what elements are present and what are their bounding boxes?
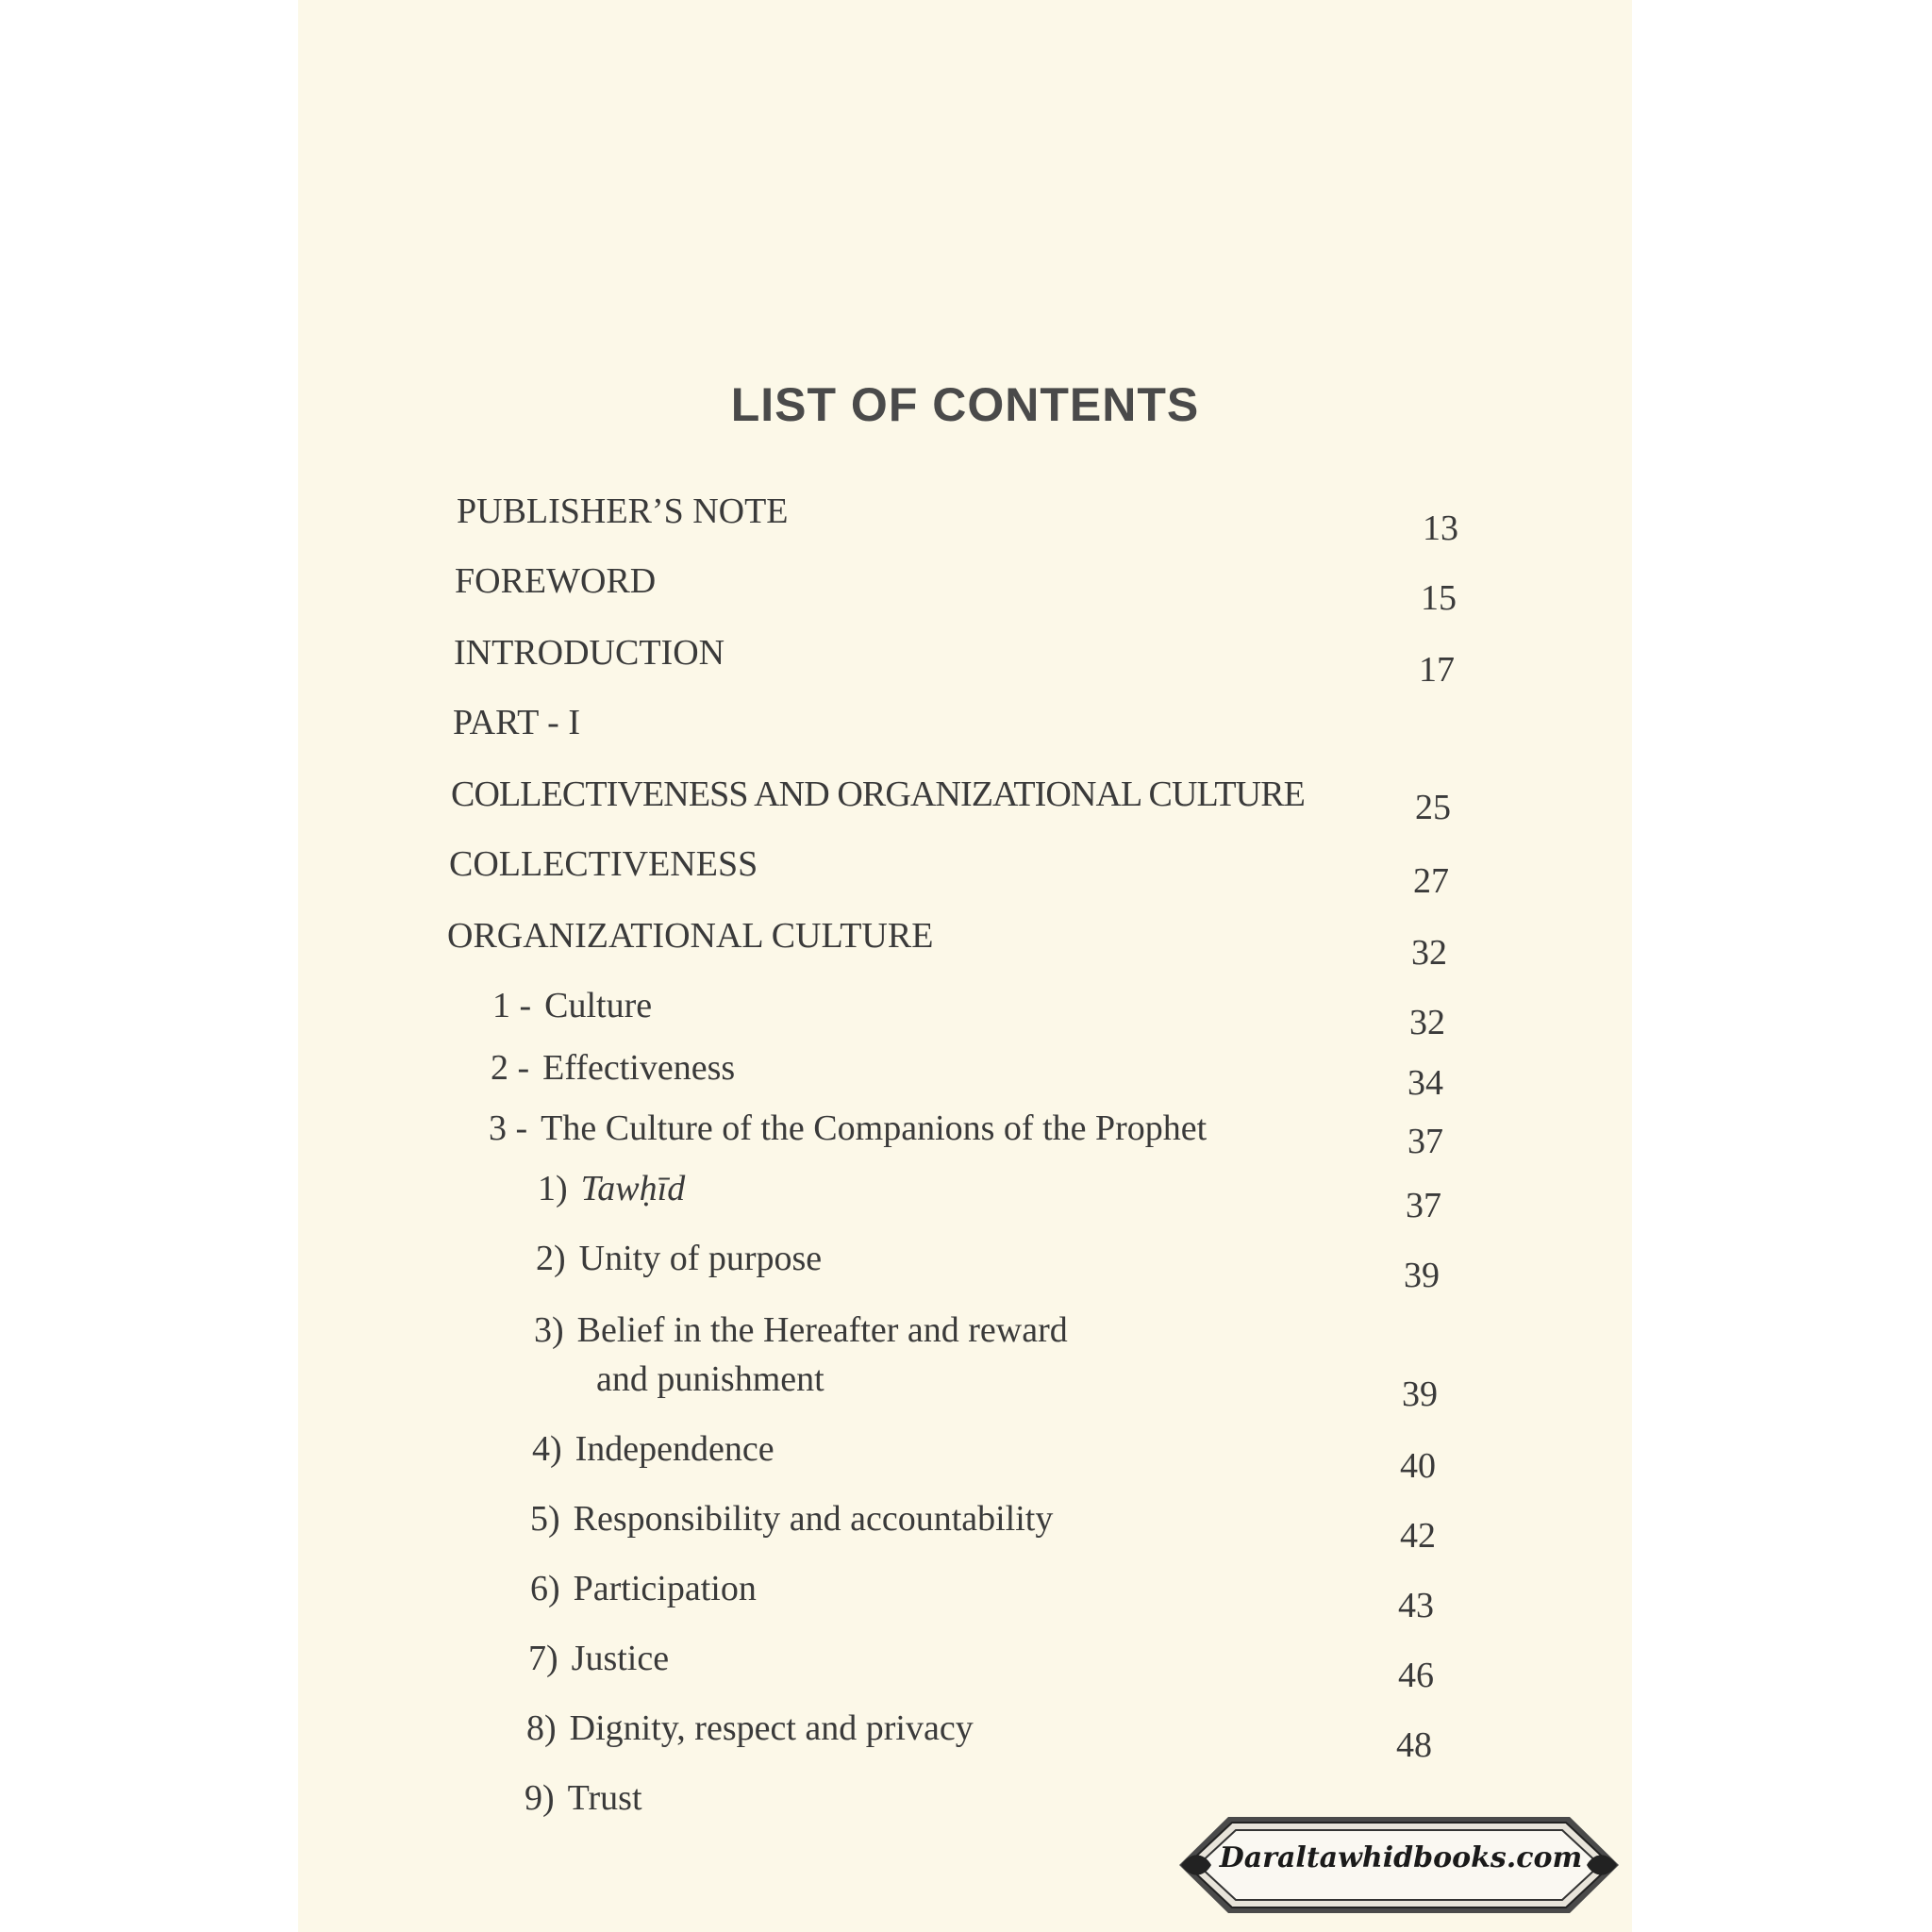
toc-entry-collectiveness	[298, 843, 1632, 900]
toc-page-number: 27	[1413, 861, 1449, 901]
toc-entry-independence	[298, 1428, 1632, 1485]
toc-entry-foreword	[298, 560, 1632, 617]
toc-item-number: 6)	[530, 1569, 560, 1608]
toc-label	[536, 1238, 822, 1279]
toc-page-number: 37	[1406, 1186, 1441, 1225]
toc-item-title: Culture	[544, 986, 653, 1025]
toc-item-number: 1)	[538, 1169, 568, 1208]
toc-page-number: 13	[1423, 508, 1458, 548]
toc-entry-dignity	[298, 1707, 1632, 1764]
toc-label	[538, 1168, 685, 1209]
toc-label: PUBLISHER’S NOTE	[457, 491, 789, 531]
toc-item-title: Effectiveness	[542, 1048, 736, 1088]
toc-page-number: 17	[1419, 650, 1455, 690]
toc-entry-collectiveness-and-organizational-culture	[298, 774, 1632, 830]
toc-label: PART - I	[453, 703, 580, 742]
toc-item-number: 3)	[534, 1310, 564, 1350]
page-title: LIST OF CONTENTS	[730, 378, 1200, 431]
toc-page-number: 15	[1421, 578, 1457, 618]
toc-entry-justice	[298, 1638, 1632, 1694]
toc-page-number: 25	[1415, 788, 1451, 827]
toc-item-title-continuation: and punishment	[596, 1359, 824, 1399]
toc-item-title: Independence	[575, 1429, 774, 1469]
toc-item-number: 3 -	[489, 1108, 528, 1148]
toc-entry-part-one	[298, 702, 1632, 758]
toc-entry-publishers-note	[298, 491, 1632, 547]
toc-label	[534, 1309, 1068, 1351]
toc-label: COLLECTIVENESS AND ORGANIZATIONAL CULTURE	[451, 774, 1305, 814]
toc-label	[530, 1568, 757, 1609]
toc-item-title: Belief in the Hereafter and reward	[576, 1310, 1068, 1350]
toc-entry-responsibility	[298, 1498, 1632, 1555]
toc-entry-tawhid	[298, 1168, 1632, 1224]
toc-item-title: Justice	[571, 1639, 670, 1678]
toc-entry-belief-in-hereafter	[298, 1309, 1632, 1413]
toc-label	[528, 1638, 669, 1679]
toc-item-number: 2)	[536, 1239, 566, 1278]
toc-entry-organizational-culture	[298, 915, 1632, 972]
toc-item-number: 9)	[525, 1778, 555, 1818]
toc-item-title: Responsibility and accountability	[573, 1499, 1054, 1539]
toc-entry-culture	[298, 985, 1632, 1041]
toc-item-number: 2 -	[491, 1048, 530, 1088]
toc-page-number: 39	[1404, 1256, 1440, 1295]
toc-page-number: 32	[1411, 933, 1447, 973]
toc-item-number: 1 -	[492, 986, 532, 1025]
toc-item-title: The Culture of the Companions of the Prophet	[541, 1108, 1208, 1148]
toc-item-title: Unity of purpose	[578, 1239, 823, 1278]
toc-item-title: Dignity, respect and privacy	[569, 1708, 974, 1748]
toc-page-number: 39	[1402, 1374, 1438, 1414]
toc-label: FOREWORD	[455, 561, 657, 601]
toc-label	[532, 1428, 774, 1470]
toc-page-number: 34	[1407, 1063, 1443, 1103]
toc-page-number: 46	[1398, 1656, 1434, 1695]
watermark-logo	[1174, 1811, 1624, 1919]
book-page	[298, 0, 1632, 1932]
toc-page-number: 37	[1407, 1122, 1443, 1161]
toc-label: ORGANIZATIONAL CULTURE	[447, 916, 934, 956]
toc-page-number: 48	[1396, 1725, 1432, 1765]
toc-page-number: 43	[1398, 1586, 1434, 1625]
toc-entry-participation	[298, 1568, 1632, 1624]
toc-label: COLLECTIVENESS	[449, 844, 758, 884]
toc-label	[489, 1108, 1207, 1149]
toc-item-title: Trust	[567, 1778, 642, 1818]
toc-label: INTRODUCTION	[454, 633, 725, 673]
toc-item-title: Participation	[573, 1569, 757, 1608]
watermark-text: Daraltawhidbooks.com	[1219, 1841, 1583, 1874]
toc-entry-culture-of-companions	[298, 1108, 1632, 1164]
toc-page-number: 40	[1400, 1446, 1436, 1486]
toc-label	[525, 1777, 642, 1819]
toc-page-number: 32	[1409, 1003, 1445, 1042]
toc-item-number: 7)	[528, 1639, 558, 1678]
toc-label	[491, 1047, 735, 1089]
toc-item-number: 8)	[526, 1708, 557, 1748]
toc-entry-effectiveness	[298, 1047, 1632, 1104]
toc-item-title: Tawḥīd	[580, 1169, 686, 1208]
toc-item-number: 4)	[532, 1429, 562, 1469]
toc-entry-unity-of-purpose	[298, 1238, 1632, 1294]
toc-entry-introduction	[298, 632, 1632, 689]
toc-label	[526, 1707, 974, 1749]
toc-item-number: 5)	[530, 1499, 560, 1539]
toc-label	[530, 1498, 1053, 1540]
toc-page-number: 42	[1400, 1516, 1436, 1556]
toc-label	[492, 985, 652, 1026]
